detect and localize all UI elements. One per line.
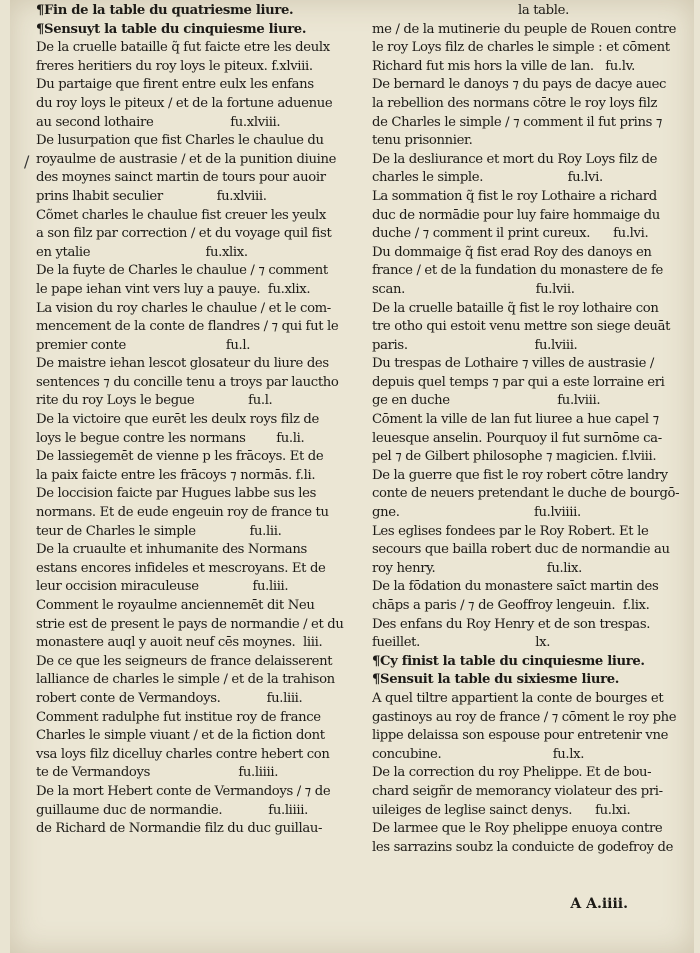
left-column-line: monastere auql y auoit neuf cēs moynes. liii. (36, 635, 323, 651)
left-column-line: De la cruelle bataille q̃ fut faicte etre les deulx (36, 40, 330, 56)
left-column-line: royaulme de austrasie / et de la punition diuine (36, 151, 337, 167)
left-column-line: De la cruaulte et inhumanite des Normans (36, 542, 307, 558)
right-column-line: ¶Cy finist la table du cinquiesme liure. (372, 653, 645, 669)
right-column-line: lippe delaissa son espouse pour entretenir vne (372, 728, 669, 744)
left-column-line: De la victoire que eurēt les deulx roys filz de (36, 412, 319, 428)
left-column-line: vsa loys filz dicelluy charles contre hebert con (36, 746, 330, 762)
right-column-line: duc de normādie pour luy faire hommaige du (372, 207, 660, 223)
left-column-line: robert conte de Vermandoys. fu.liii. (36, 690, 303, 706)
left-column-line: te de Vermandoys fu.liiii. (36, 765, 279, 781)
right-column-line: leuesque anselin. Pourquoy il fut surnōme ca- (372, 430, 662, 446)
left-column-line: le pape iehan vint vers luy a pauye. fu.xlix. (36, 281, 311, 297)
right-column-line: duche / ⁊ comment il print cureux. fu.lvi. (372, 226, 649, 242)
left-column-line: loys le begue contre les normans fu.li. (36, 430, 305, 446)
right-column-line: pel ⁊ de Gilbert philosophe ⁊ magicien. f.lviii. (372, 449, 657, 465)
left-column-line: De ce que les seigneurs de france delaisserent (36, 653, 333, 669)
right-column (372, 2, 688, 857)
right-column-line: tenu prisonnier. (372, 133, 473, 149)
right-column-line: gastinoys au roy de france / ⁊ cōment le roy phe (372, 709, 677, 725)
left-column-line: ¶Sensuyt la table du cinquiesme liure. (36, 21, 307, 37)
right-column-line: gne. fu.lviiii. (372, 505, 581, 521)
right-column-line: A quel tiltre appartient la conte de bourges et (372, 690, 664, 706)
right-column-line: paris. fu.lviii. (372, 337, 578, 353)
right-column-line: fueillet. lx. (372, 635, 551, 651)
right-column-line: ge en duche fu.lviii. (372, 393, 601, 409)
margin-mark: / (24, 152, 30, 171)
right-column-line: secours que bailla robert duc de normandie au (372, 542, 670, 558)
left-column-line: lalliance de charles le simple / et de la trahison (36, 672, 335, 688)
left-column-line: en ytalie fu.xlix. (36, 244, 248, 260)
left-column-line: Comment radulphe fut institue roy de france (36, 709, 321, 725)
left-column-line: leur occision miraculeuse fu.liii. (36, 579, 289, 595)
left-column-line: De la mort Hebert conte de Vermandoys / ⁊ de (36, 783, 331, 799)
right-column-line: La sommation q̃ fist le roy Lothaire a richard (372, 188, 657, 204)
left-column-line: la paix faicte entre les frācoys ⁊ normās. f.li. (36, 467, 316, 483)
right-column-line: concubine. fu.lx. (372, 746, 585, 762)
right-column-line: De la guerre que fist le roy robert cōtre landry (372, 467, 668, 483)
left-column-line: De lusurpation que fist Charles le chaulue du (36, 133, 324, 149)
right-column-line: le roy Loys filz de charles le simple : et cōment (372, 40, 670, 56)
right-column-line: roy henry. fu.lix. (372, 560, 582, 576)
right-column-line: Du dommaige q̃ fist erad Roy des danoys en (372, 244, 652, 260)
right-column-line: uileiges de leglise sainct denys. fu.lxi. (372, 802, 631, 818)
right-column-line: la table. (372, 3, 569, 18)
right-column-line: me / de la mutinerie du peuple de Rouen contre (372, 21, 677, 37)
left-column-line: guillaume duc de normandie. fu.liiii. (36, 802, 308, 818)
left-column-line: De lassiegemēt de vienne p les frācoys. Et de (36, 449, 324, 465)
right-column-line: ¶Sensuit la table du sixiesme liure. (372, 672, 619, 688)
left-column-line: La vision du roy charles le chaulue / et le com- (36, 300, 331, 316)
right-column-line: Richard fut mis hors la ville de lan. fu.lv. (372, 58, 635, 74)
right-column-line: scan. fu.lvii. (372, 281, 575, 297)
left-column-line: premier conte fu.l. (36, 337, 251, 353)
right-column-line: conte de neuers pretendant le duche de bourgō- (372, 486, 680, 502)
right-column-line: chāps a paris / ⁊ de Geoffroy lengeuin. f.lix. (372, 598, 650, 613)
left-column-line: strie est de present le pays de normandie / et du (36, 616, 344, 632)
signature-mark: A A.iiii. (570, 896, 628, 912)
left-column-line: Charles le simple viuant / et de la fiction dont (36, 728, 325, 744)
left-column-line: a son filz par correction / et du voyage quil fist (36, 226, 332, 242)
right-column-line: de Charles le simple / ⁊ comment il fut prins ⁊ (372, 114, 663, 130)
left-column-line: estans encores infideles et mescroyans. Et de (36, 560, 326, 576)
left-column-line: De maistre iehan lescot glosateur du liure des (36, 356, 329, 372)
right-column-line: De la fōdation du monastere saīct martin des (372, 579, 659, 595)
right-column-line: chard seigñr de memorancy violateur des pri- (372, 783, 663, 799)
left-column-line: ¶Fin de la table du quatriesme liure. (36, 3, 294, 18)
right-column-line: les sarrazins soubz la conduicte de godefroy de (372, 839, 674, 855)
right-column-line: tre otho qui estoit venu mettre son siege deuāt (372, 319, 671, 335)
right-column-line: De bernard le danoys ⁊ du pays de dacye auec (372, 77, 667, 93)
left-column-line: mencement de la conte de flandres / ⁊ qui fut le (36, 319, 339, 335)
right-column-line: Cōment la ville de lan fut liuree a hue capel ⁊ (372, 412, 659, 428)
left-column-line: au second lothaire fu.xlviii. (36, 114, 281, 130)
left-column-line: normans. Et de eude engeuin roy de france tu (36, 505, 329, 521)
right-column-line: De la correction du roy Phelippe. Et de bou- (372, 765, 652, 781)
left-column-line: Comment le royaulme anciennemēt dit Neu (36, 598, 315, 613)
right-column-line: la rebellion des normans cōtre le roy loys filz (372, 95, 658, 111)
left-column-line: Du partaige que firent entre eulx les enfans (36, 77, 314, 93)
left-column-line: des moynes sainct martin de tours pour auoir (36, 170, 326, 186)
left-column-line: rite du roy Loys le begue fu.l. (36, 393, 273, 409)
right-column-line: De larmee que le Roy phelippe enuoya contre (372, 821, 663, 837)
left-column-line: Cõmet charles le chaulue fist creuer les yeulx (36, 207, 326, 223)
left-column-line: De la fuyte de Charles le chaulue / ⁊ comment (36, 263, 328, 279)
left-column-line: de Richard de Normandie filz du duc guillau- (36, 821, 323, 837)
right-column-line: charles le simple. fu.lvi. (372, 170, 603, 186)
left-column (36, 2, 366, 839)
right-column-line: Du trespas de Lothaire ⁊ villes de austrasie / (372, 356, 654, 372)
right-column-line: De la cruelle bataille q̃ fist le roy lothaire con (372, 300, 659, 316)
book-page (10, 0, 694, 953)
left-column-line: prins lhabit seculier fu.xlviii. (36, 188, 267, 204)
right-column-line: De la desliurance et mort du Roy Loys filz de (372, 151, 658, 167)
left-column-line: du roy loys le piteux / et de la fortune aduenue (36, 95, 333, 111)
left-column-line: De loccision faicte par Hugues labbe sus les (36, 486, 317, 502)
left-column-line: freres heritiers du roy loys le piteux. f.xlviii. (36, 58, 313, 74)
right-column-line: Des enfans du Roy Henry et de son trespas. (372, 616, 651, 632)
right-column-line: france / et de la fundation du monastere de fe (372, 263, 663, 279)
right-column-line: Les eglises fondees par le Roy Robert. Et le (372, 523, 649, 539)
right-column-line: depuis quel temps ⁊ par qui a este lorraine eri (372, 374, 665, 390)
left-column-line: sentences ⁊ du concille tenu a troys par lauctho (36, 374, 339, 390)
left-column-line: teur de Charles le simple fu.lii. (36, 523, 282, 539)
